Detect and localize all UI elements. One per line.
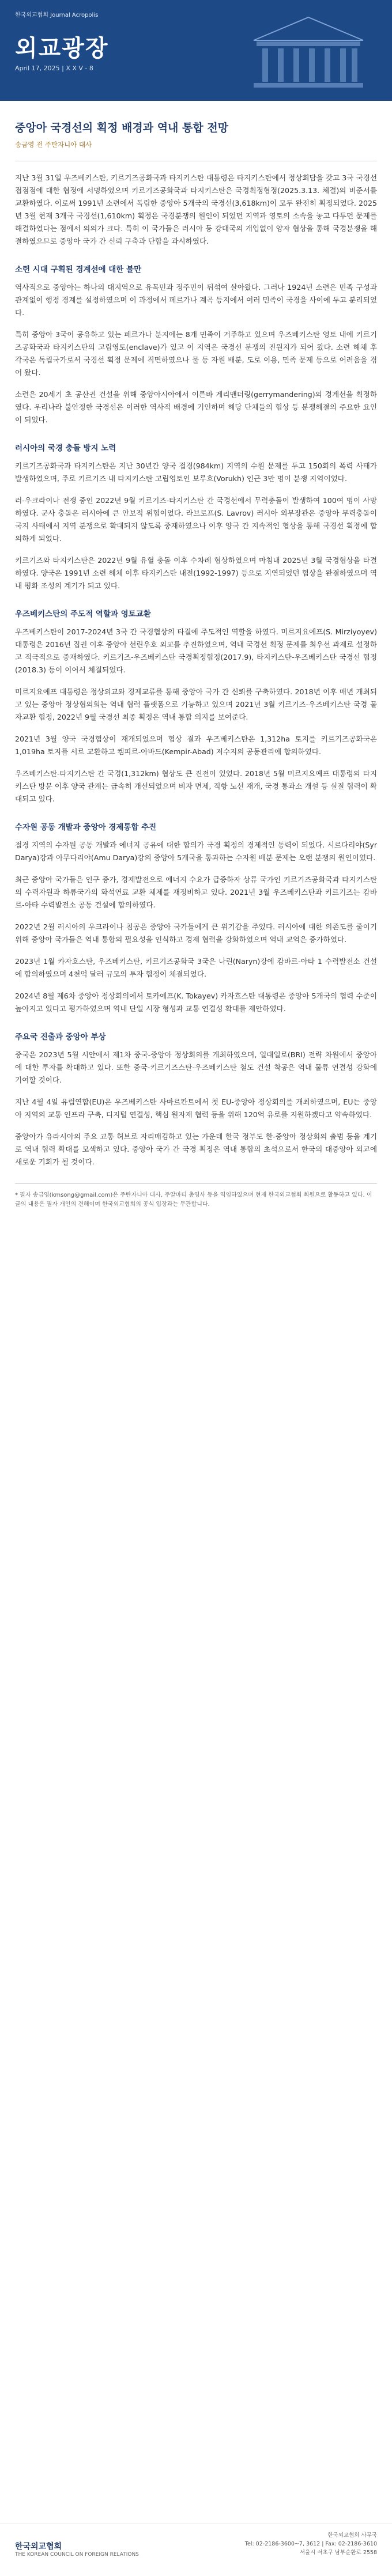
paragraph: 특히 중앙아 3국이 공유하고 있는 페르가나 분지에는 8개 민족이 거주하고 있으며 우즈베키스탄 영토 내에 키르기즈공화국과 타지키스탄의 고립영토(enclave)가 있고 이 지역은 국경선 분쟁의 진원지가 되어 왔다. 소련 해체 후 각국은 독립국가로서 국경선 획정 문제에 직면하였으나 물 등 자원 배분, 도로 이용, 민족 문제 등으로 어려움을 겪어 왔다. xyxy=(15,330,377,377)
footer-line: 한국외교협회 사무국 xyxy=(327,2532,377,2539)
paragraph: 우즈베키스탄이 2017-2024년 3국 간 국경협상의 타결에 주도적인 역할을 하였다. 미르지요예프(S. Mirziyoyev) 대통령은 2016년 집권 이후 중앙아 선린우호 외교를 추진하였으며, 역내 국경선 획정 문제를 최우선 과제로 설정하고 적극적으로 중재하였다. 키르기즈-우즈베키스탄 국경획정협정(2017.9), 타지키스탄-우즈베키스탄 국경선 협정(2018.3) 등이 이어서 체결되었다. xyxy=(15,627,377,674)
publisher-label: 한국외교협회 Journal Acropolis xyxy=(15,12,99,18)
footer-line: 서울시 서초구 남부순환로 2558 xyxy=(299,2549,377,2556)
section-heading: 수자원 공동 개발과 중앙아 경제통합 추진 xyxy=(15,823,157,832)
article-headline: 중앙아 국경선의 획정 배경과 역내 통합 전망 xyxy=(15,122,229,134)
paragraph: 중앙아가 유라시아의 주요 교통 허브로 자리매김하고 있는 가운데 한국 정부도 한-중앙아 정상회의 출범 등을 계기로 역내 협력 확대를 모색하고 있다. 중앙아 국가 간 국경 획정은 역내 통합의 초석으로서 한국의 대중앙아 외교에 새로운 기회가 될 것이다. xyxy=(15,1132,377,1166)
footer xyxy=(0,2524,392,2576)
paragraph: 2024년 8월 제6차 중앙아 정상회의에서 토카예프(K. Tokayev) 카자흐스탄 대통령은 중앙아 5개국의 협력 수준이 높아지고 있다고 평가하였으며 역내 단일 시장 형성과 교통 연결성 확대를 제안하였다. xyxy=(15,992,377,1013)
paragraph: 미르지요예프 대통령은 정상외교와 경제교류를 통해 중앙아 국가 간 신뢰를 구축하였다. 2018년 이후 매년 개최되고 있는 중앙아 정상협의회는 역내 협력 플랫폼으로 기능하고 있으며 2021년 3월 키르기즈-우즈베키스탄 국경 물자교환 협정, 2022년 9월 국경선 최종 획정은 역내 통합 의지를 보여준다. xyxy=(15,687,377,721)
paragraph: 2023년 1월 카자흐스탄, 우즈베키스탄, 키르기즈공화국 3국은 나린(Naryn)강에 캄바르-아타 1 수력발전소 건설에 합의하였으며 4천억 달러 규모의 투자 협정이 체결되었다. xyxy=(15,957,377,978)
footer-brand-en: THE KOREAN COUNCIL ON FOREIGN RELATIONS xyxy=(15,2552,139,2558)
page-title: 외교광장 xyxy=(15,35,109,62)
header-banner xyxy=(0,0,392,101)
paragraph: 최근 중앙아 국가들은 인구 증가, 경제발전으로 에너지 수요가 급증하자 상류 국가인 키르기즈공화국과 타지키스탄의 수력자원과 하류국가의 화석연료 교환 체제를 재정비하고 있다. 2021년 3월 우즈베키스탄과 키르기즈는 캄바르-아타 수력발전소 공동 건설에 합의하였다. xyxy=(15,875,377,909)
article-author: 송금영 전 주탄자니아 대사 xyxy=(15,141,92,149)
section-heading: 소련 시대 구획된 경계선에 대한 불만 xyxy=(15,265,142,274)
paragraph: 접경 지역의 수자원 공동 개발과 에너지 공유에 대한 합의가 국경 획정의 경제적인 동력이 되었다. 시르다리야(Syr Darya)강과 아무다리야(Amu Darya)강의 중앙아 5개국을 통과하는 수자원 배분 문제는 오랜 분쟁의 원인이었다. xyxy=(15,841,377,862)
paragraph: 2022년 2월 러시아의 우크라이나 침공은 중앙아 국가들에게 큰 위기감을 주었다. 러시아에 대한 의존도를 줄이기 위해 중앙아 국가들은 역내 통합의 필요성을 인식하고 경제 협력을 강화하였으며 역내 교역은 증가하였다. xyxy=(15,922,377,944)
footer-brand: 한국외교협회 xyxy=(15,2542,62,2551)
paragraph: 키르기즈와 타지키스탄은 2022년 9월 유혈 충돌 이후 수차례 협상하였으며 마침내 2025년 3월 국경협상을 타결하였다. 양국은 1991년 소련 해체 이후 타지키스탄 내전(1992-1997) 등으로 지연되었던 협상을 완결하였으며 역내 평화 조성의 계기가 되고 있다. xyxy=(15,556,377,590)
article-body xyxy=(0,120,392,1209)
paragraph: 키르기즈공화국과 타지키스탄은 지난 30년간 양국 접경(984km) 지역의 수원 문제를 두고 150회의 폭력 사태가 발생하였으며, 주로 키르기즈 내 타지키스탄 고립영토인 보루흐(Vorukh) 인근 3만 명이 분쟁 지역이었다. xyxy=(15,462,377,483)
footer-contact xyxy=(190,2531,377,2557)
paragraph: 지난 4월 4일 유럽연합(EU)은 우즈베키스탄 사마르칸트에서 첫 EU-중앙아 정상회의를 개최하였으며, EU는 중앙아 지역의 교통 인프라 구축, 디지털 연결성, 핵심 원자재 협력 등을 위해 120억 유로를 지원하겠다고 약속하였다. xyxy=(15,1098,377,1119)
paragraph: 중국은 2023년 5월 시안에서 제1차 중국-중앙아 정상회의를 개최하였으며, 일대일로(BRI) 전략 차원에서 중앙아에 대한 투자를 확대하고 있다. 또한 중국-키르기즈스탄-우즈베키스탄 철도 건설 착공은 역내 물류 연결성 강화에 기여할 것이다. xyxy=(15,1050,377,1084)
issue-info: April 17, 2025 | X X V - 8 xyxy=(15,65,93,72)
paragraph: 우즈베키스탄-타지키스탄 간 국경(1,312km) 협상도 큰 진전이 있었다. 2018년 5월 미르지요예프 대통령의 타지키스탄 방문 이후 양국 관계는 급속히 개선되었으며 비자 면제, 직항 노선 재개, 국경 통과소 개설 등 실질 협력이 확대되고 있다. xyxy=(15,769,377,803)
section-heading: 우즈베키스탄의 주도적 역할과 영토교환 xyxy=(15,610,151,619)
paragraph: 지난 3월 31일 우즈베키스탄, 키르기즈공화국과 타지키스탄 대통령은 타지키스탄에서 정상회담을 갖고 3국 국경선 접점점에 대한 협정에 서명하였으며 키르기즈공화국과 타지키스탄은 국경획정협정(2025.3.13. 체결)의 비준서를 교환하였다. 이로써 1991년 소련에서 독립한 중앙아 5개국의 국경선(3,618km)이 모두 완전히 획정되었다. 2025년 3월 현재 3개국 국경선(1,610km) 획정은 국경분쟁의 원인이 되었던 지역과 영토의 소속을 놓고 다투던 문제를 해결하였다는 점에서 의의가 크다. 특히 이 국가들은 러시아 등 강대국의 개입없이 양자 협상을 통해 국경분쟁을 해결하였으므로 중앙아 국가 간 신뢰 구축과 단합을 과시하였다. xyxy=(15,173,377,245)
footer-line: Tel: 02-2186-3600~7, 3612 | Fax: 02-2186-3610 xyxy=(244,2541,377,2547)
paragraph: 러-우크라이나 전쟁 중인 2022년 9월 키르기즈-타지키스탄 간 국경선에서 무력충돌이 발생하여 100여 명이 사망하였다. 군사 충돌은 러시아에 큰 안보적 위협이었다. 라브로프(S. Lavrov) 러시아 외무장관은 중앙아 무력충돌이 국지 사태에서 지역 분쟁으로 확대되지 않도록 중재하였으나 이후 양국 간 지속적인 협상을 통해 국경선 획정에 합의하게 되었다. xyxy=(15,496,377,543)
acropolis-illustration xyxy=(242,6,375,92)
footnote: * 필자 송금영(kmsong@gmail.com)은 주탄자니아 대사, 주알마티 총영사 등을 역임하였으며 현재 한국외교협회 회원으로 활동하고 있다. 이 글의 내용은 필자 개인의 견해이며 한국외교협회의 공식 입장과는 무관합니다. xyxy=(15,1183,377,1209)
section-heading: 주요국 진출과 중앙아 부상 xyxy=(15,1032,106,1042)
paragraph: 역사적으로 중앙아는 하나의 대지역으로 유목민과 정주민이 뒤섞여 살아왔다. 그러나 1924년 소련은 민족 구성과 관계없이 행정 경계를 설정하였으며 이 과정에서 페르가나 계곡 등지에서 여러 민족이 국경을 사이에 두고 분리되었다. xyxy=(15,283,377,317)
paragraph: 2021년 3월 양국 국경협상이 재개되었으며 협상 결과 우즈베키스탄은 1,312ha 토지를 키르기즈공화국은 1,019ha 토지를 서로 교환하고 켐피르-아바드(Kempir-Abad) 저수지의 공동관리에 합의하였다. xyxy=(15,735,377,756)
paragraph: 소련은 20세기 초 공산권 건설을 위해 중앙아시아에서 이른바 게리맨더링(gerrymandering)의 경계선을 획정하였다. 우리나라 불안정한 국경선은 이러한 역사적 배경에 기인하며 해당 단체들의 협상 등 분쟁해결의 주요한 요인이 되었다. xyxy=(15,390,377,424)
section-heading: 러시아의 국경 충돌 방지 노력 xyxy=(15,444,116,453)
